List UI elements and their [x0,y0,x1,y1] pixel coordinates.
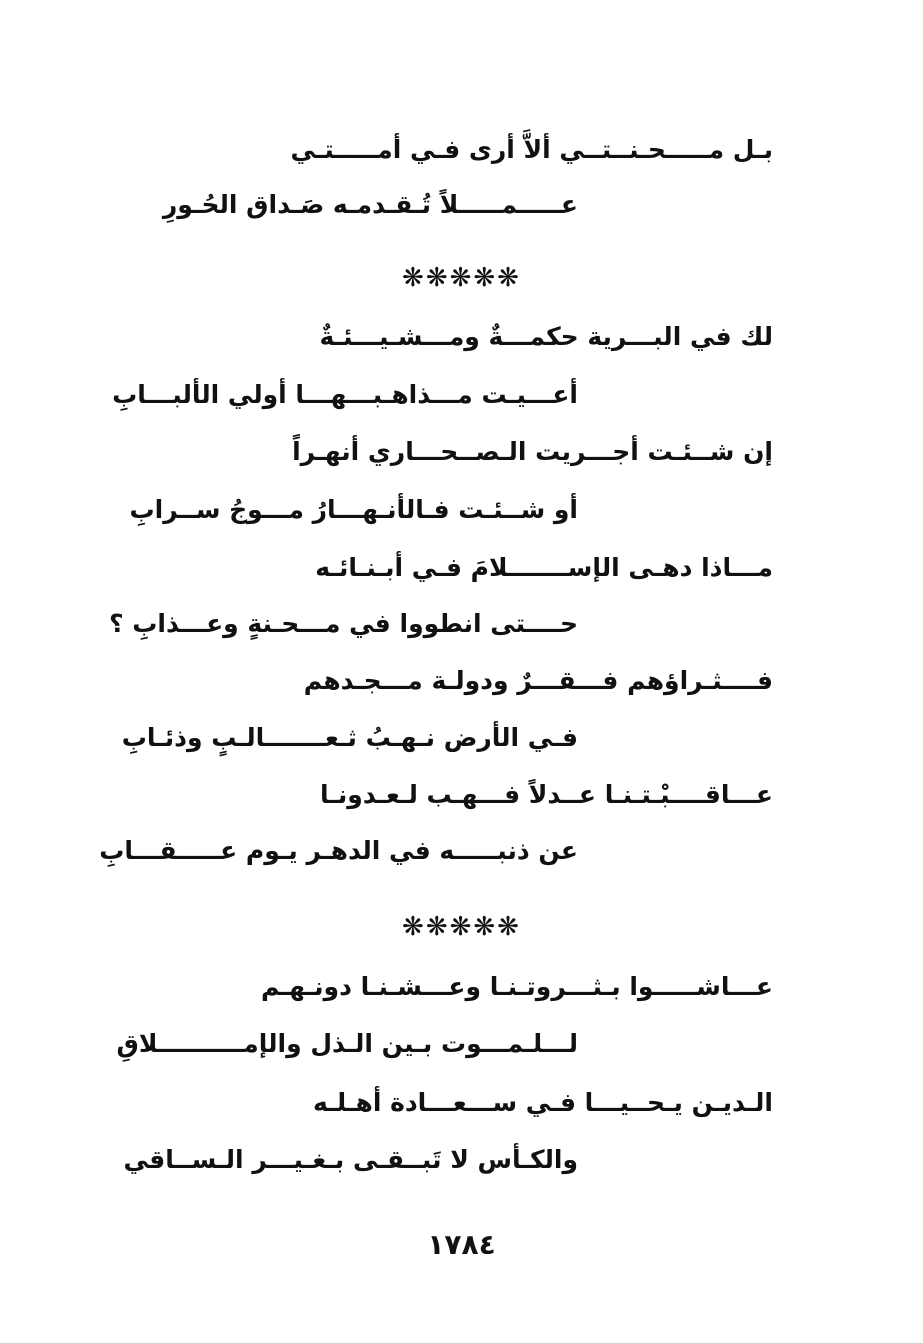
verse-second-hemistich: عـــــمـــــلاً تُـقـدمـه صَـداق الحُـورِ [162,190,578,219]
verse-first-hemistich: الـديـن يـحــيـــا فـي ســـعـــادة أهـلـه [313,1088,773,1117]
verse-first-hemistich: إن شــئـت أجـــريت الـصــحـــاري أنهـراً [292,437,773,466]
verse-second-hemistich: لـــلـمـــوت بـين الـذل والإمــــــــــلاقِ [116,1029,578,1058]
verse-second-hemistich: والكـأس لا تَبــقـى بـغـيـــر الـســاقي [123,1145,578,1174]
ornamental-divider: ❋❋❋❋❋ [402,912,521,942]
verse-first-hemistich: بـل مـــــحـنــتــي ألاَّ أرى فـي أمـــــتـي [290,135,773,164]
verse-first-hemistich: عـــاشـــــوا بـثـــروتـنـا وعـــشـنـا دونـهـم [260,972,773,1001]
verse-second-hemistich: أو شــئـت فـالأنـهـــارُ مـــوجُ ســرابِ [129,495,578,524]
ornamental-divider: ❋❋❋❋❋ [402,263,521,293]
verse-second-hemistich: عن ذنبـــــه في الدهـر يـوم عـــــقـــابِ [99,836,578,865]
page-number: ١٧٨٤ [427,1228,496,1261]
verse-second-hemistich: فـي الأرض نـهـبُ ثـعـــــــالـبٍ وذئـابِ [121,723,578,752]
verse-second-hemistich: حــــتى انطووا في مـــحـنةٍ وعـــذابِ ؟ [109,609,578,638]
verse-first-hemistich: لك في البـــرية حكمـــةٌ ومـــشـيـــئـةٌ [319,322,773,351]
verse-first-hemistich: عـــاقــــبْـتـنـا عــدلاً فـــهـب لـعـدونـا [319,780,773,809]
verse-first-hemistich: فــــثـراؤهم فـــقـــرٌ ودولـة مـــجـدهم [303,666,773,695]
verse-first-hemistich: مـــاذا دهـى الإســـــــلامَ فـي أبـنـائـه [315,553,773,582]
verse-second-hemistich: أعـــيـت مـــذاهـبـــهـــا أولي الألبـــابِ [112,380,578,409]
